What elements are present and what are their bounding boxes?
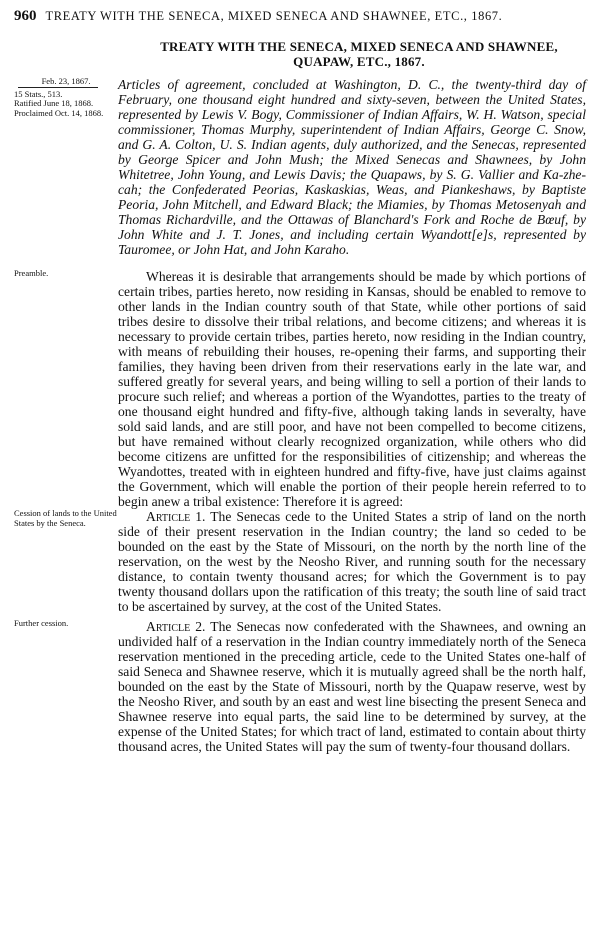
running-title: TREATY WITH THE SENECA, MIXED SENECA AND SHAWNEE, ETC., 1867. — [45, 9, 503, 23]
article2-label: Article 2. — [146, 619, 206, 634]
margin-further-cession: Further cession. — [14, 618, 69, 628]
margin-stats: 15 Stats., 513. — [14, 88, 63, 99]
margin-cession: Cession of lands to the United States by the Seneca. — [14, 508, 117, 528]
article1-label: Article 1. — [146, 509, 206, 524]
articles-of-agreement: Articles of agreement, concluded at Washington, D. C., the twenty-third day of February, one thousand eight hundred and sixty-seven, between the United States, represented by Lewis V. Bogy, Commissioner of Indian Affairs, W. H. Watson, special commissioner, Thomas Murphy, superintendent of Indian Affairs, George C. Snow, and G. A. Colton, U. S. Indian agents, duly authorized, and the Senecas, represented by George Spicer and John Mush; the Mixed Senecas and Shawnees, by John Whitetree, John Young, and Lewis Davis; the Quapaws, by S. G. Vallier and Ka-zhe-cah; the Confederated Peorias, Kaskaskias, Weas, and Piankeshaws, by Baptiste Peoria, John Mitchell, and Edward Black; the Miamies, by Thomas Metosenyah and Thomas Richardville, and the Ottawas of Blanchard's Fork and Roche de Bœuf, by John White and J. T. Jones, and including certain Wyandott[e]s, represented by Tauromee, or John Hat, and John Karaho. — [118, 77, 586, 257]
margin-date: Feb. 23, 1867. — [41, 76, 91, 86]
treaty-title — [132, 39, 586, 69]
preamble-text: Whereas it is desirable that arrangements should be made by which portions of certain tribes, parties hereto, now residing in Kansas, should be enabled to remove to other lands in the Indian country south of that State, while other portions of said tribes desire to dissolve their tribal relations, and become citizens; and whereas it is necessary to provide certain tribes, parties hereto, now residing in the Indian country, with means of rebuilding their houses, re-opening their farms, and supporting their families, they having been driven from their reservations early in the late war, and suffered greatly for several years, and being willing to sell a portion of their lands to procure such relief; and whereas a portion of the Wyandottes, parties to the treaty of one thousand eight hundred and fifty-five, although taking lands in severalty, have sold said lands, and are still poor, and have not been compelled to become citizens, but have remained without clearly recognized organization, while others who did become citizens are unfitted for the responsibilities of citizenship; and whereas the Wyandottes, treated with in eighteen hundred and fifty-five, have just claims against the Government, which will enable the portion of their people herein referred to to begin anew a tribal existence: Therefore it is agreed: — [118, 269, 586, 509]
margin-rule — [18, 87, 98, 88]
article1-text: The Senecas cede to the United States a strip of land on the north side of their present reservation in the Indian country; the land so ceded to be bounded on the east by the State of Missouri, on the north by the north line of the reservation, on the west by the Neosho River, and running south for the necessary distance, to contain twenty thousand acres; for which the Government is to pay twenty thousand dollars upon the ratification of this treaty; the south line of said tract to be ascertained by survey, at the cost of the United States. — [118, 509, 587, 614]
articles-of-agreement-section — [14, 77, 586, 257]
preamble-section — [14, 269, 586, 509]
margin-notes-header — [14, 77, 118, 257]
article2-section — [14, 619, 586, 754]
margin-ratified: Ratified June 18, 1868. — [14, 98, 94, 108]
page-number: 960 — [14, 8, 37, 24]
article1-paragraph — [118, 509, 586, 614]
treaty-title-line1: TREATY WITH THE SENECA, MIXED SENECA AND SHAWNEE, — [160, 39, 558, 54]
article2-text: The Senecas now confederated with the Shawnees, and owning an undivided half of a reservation in the Indian country immediately north of the Seneca reservation mentioned in the preceding article, cede to the United States one-half of said Seneca and Shawnee reserve, which it is mutually agreed shall be the north half, bounded on the east by the State of Missouri, north by the Quapaw reserve, west by the Neosho River, and south by an east and west line bisecting the present Seneca and Shawnee reserve into equal parts, the said line to be determined by survey, at the expense of the United States; for which tract of land, estimated to contain about thirty thousand acres, the United States will pay the sum of twenty-four thousand dollars. — [118, 619, 587, 754]
running-head — [14, 8, 586, 25]
margin-proclaimed: Proclaimed Oct. 14, 1868. — [14, 107, 104, 118]
article2-paragraph — [118, 619, 586, 754]
treaty-title-line2: QUAPAW, ETC., 1867. — [293, 54, 425, 69]
margin-preamble: Preamble. — [14, 268, 49, 278]
article1-section — [14, 509, 586, 614]
